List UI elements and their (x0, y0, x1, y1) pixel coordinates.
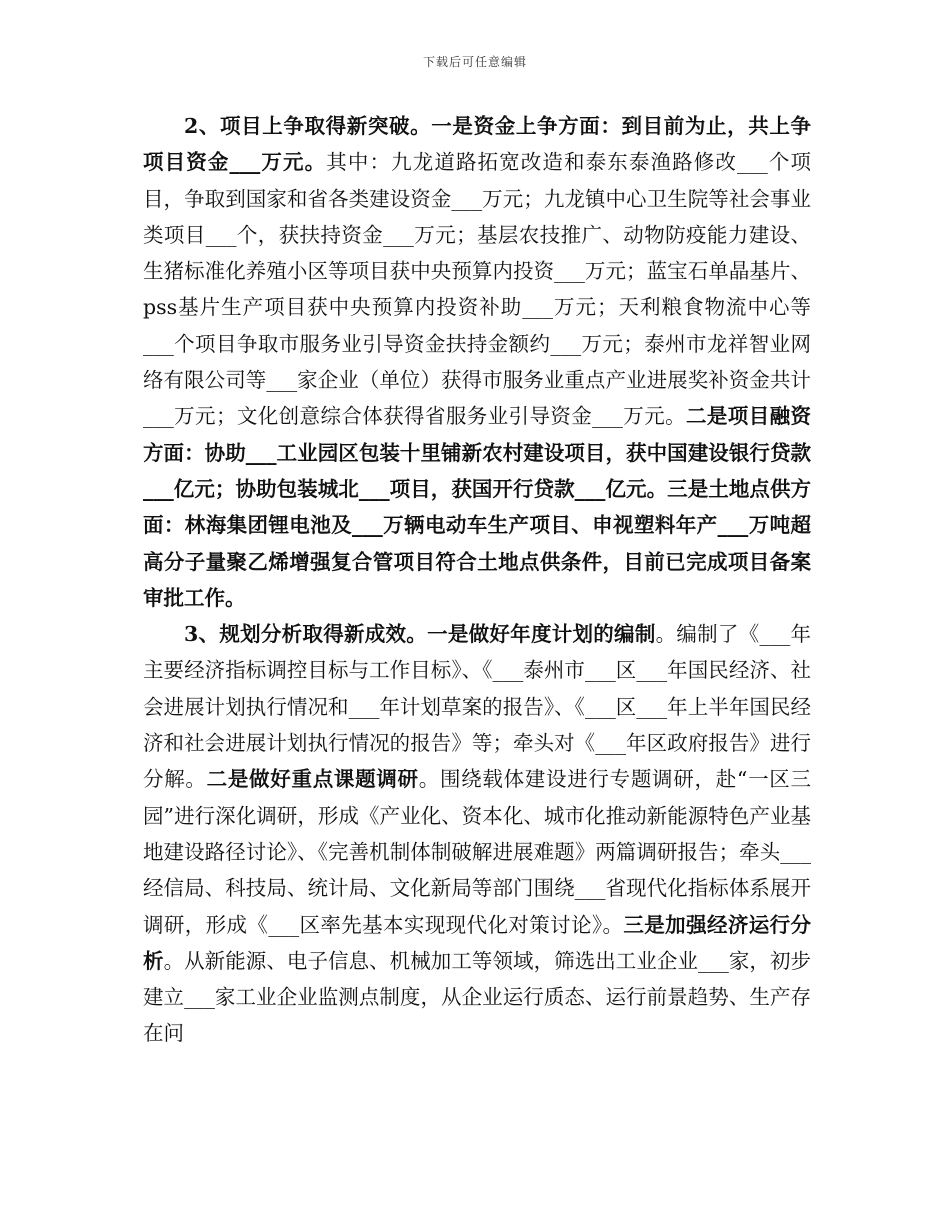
paragraph-run: 2、项目上争取得新突破。一是资金上争方面：到目前为止，共上争项目资金___万元。 (143, 114, 811, 175)
paragraph-run: 三是加强经济运行分析 (143, 912, 812, 973)
paragraph-run: 。从新能源、电子信息、机械加工等领域，筛选出工业企业___家，初步建立___家工业企业监测点制度，从企业运行质态、运行前景趋势、生产存在问 (143, 948, 812, 1046)
paragraph-run: 。编制了《___年主要经济指标调控目标与工作目标》、《___泰州市___区___年国民经济、社会进展计划执行情况和___年计划草案的报告》、《___区___年上半年国民经济和社会进展计划执行情况的报告》等；牵头对《___年区政府报告》进行分解。 (143, 622, 812, 792)
paragraph-run: 二是项目融资方面：协助___工业园区包装十里铺新农村建设项目，获中国建设银行贷款___亿元；协助包装城北___项目，获国开行贷款___亿元。三是土地点供方面：林海集团锂电池及___万辆电动车生产项目、申视塑料年产___万吨超高分子量聚乙烯增强复合管项目符合土地点供条件，目前已完成项目备案审批工作。 (143, 404, 811, 610)
paragraph-run: 其中：九龙道路拓宽改造和泰东泰渔路修改___个项目，争取到国家和省各类建设资金___万元；九龙镇中心卫生院等社会事业类项目___个，获扶持资金___万元；基层农技推广、动物防疫能力建设、生猪标准化养殖小区等项目获中央预算内投资___万元；蓝宝石单晶基片、pss基片生产项目获中央预算内投资补助___万元；天利粮食物流中心等___个项目争取市服务业引导资金扶持金额约___万元；泰州市龙祥智业网络有限公司等___家企业（单位）获得市服务业重点产业进展奖补资金共计___万元；文化创意综合体获得省服务业引导资金___万元。 (143, 150, 812, 429)
document-body (143, 108, 811, 1052)
page-header: 下载后可任意编辑 (422, 55, 527, 69)
paragraph-project-funding (143, 108, 811, 616)
paragraph-run: 3、规划分析取得新成效。一是做好年度计划的编制 (184, 622, 656, 647)
paragraph-run: 。围绕载体建设进行专题调研，赴“一区三园”进行深化调研，形成《产业化、资本化、城市化推动新能源特色产业基地建设路径讨论》、《完善机制体制破解进展难题》两篇调研报告；牵头___经信局、科技局、统计局、文化新局等部门围绕___省现代化指标体系展开调研，形成《___区率先基本实现现代化对策讨论》。 (143, 767, 812, 937)
paragraph-planning-analysis (143, 616, 811, 1052)
paragraph-run: 二是做好重点课题调研 (206, 767, 419, 792)
